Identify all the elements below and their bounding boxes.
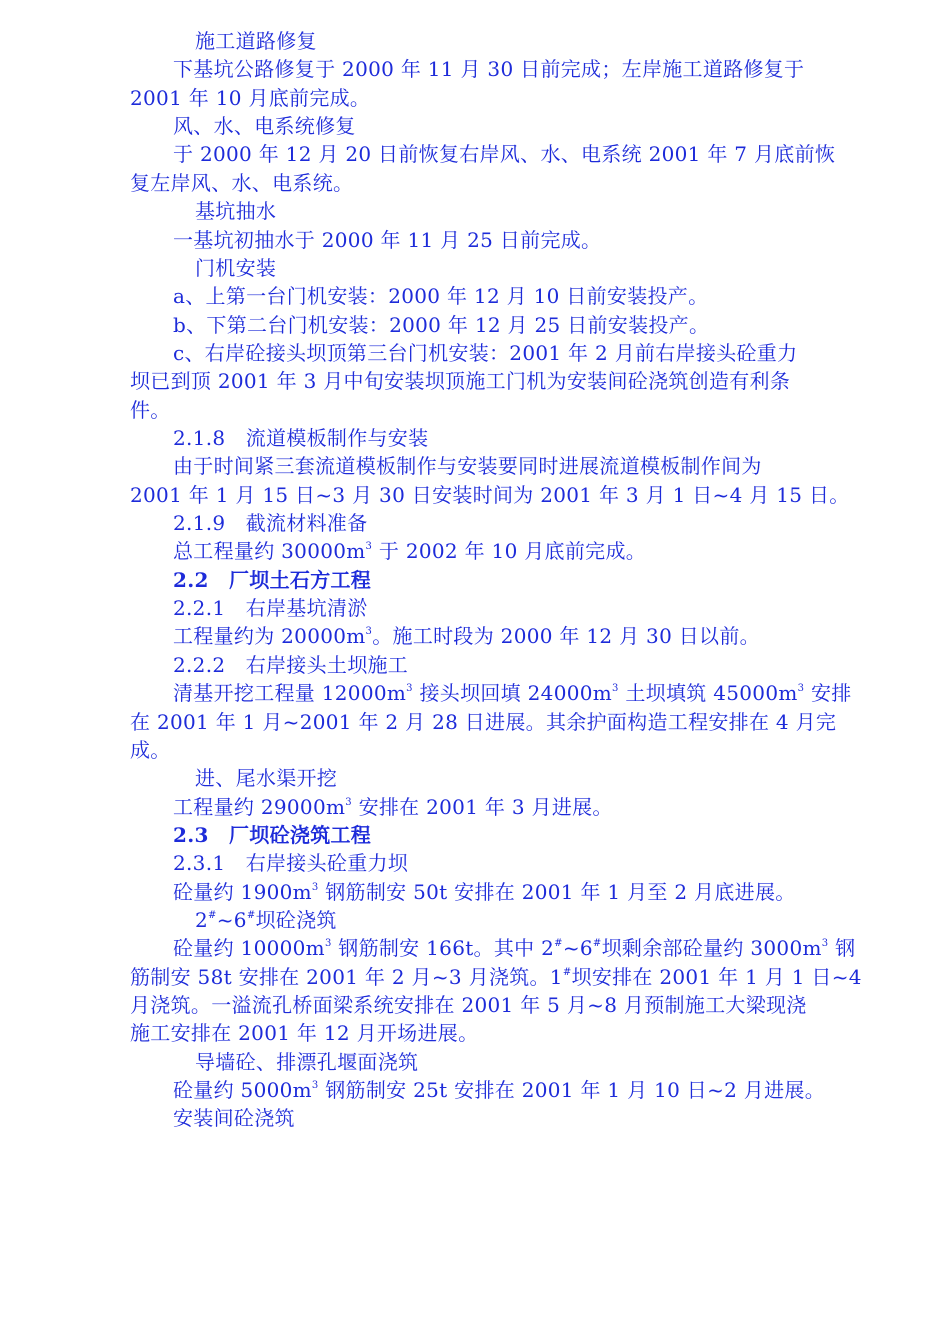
list-item: c、右岸砼接头坝顶第三台门机安装：2001 年 2 月前右岸接头砼重力 xyxy=(173,341,798,365)
paragraph-line: 2001 年 10 月底前完成。 xyxy=(130,86,371,110)
paragraph-line: 施工安排在 2001 年 12 月开场进展。 xyxy=(130,1021,479,1045)
list-item: b、下第二台门机安装：2000 年 12 月 25 日前安装投产。 xyxy=(173,313,710,337)
heading-guide-wall: 导墙砼、排漂孔堰面浇筑 xyxy=(195,1050,419,1074)
paragraph-line: 砼量约 $10000m^3$ 钢筋制安 166t。其中 2#~6#坝剩余部砼量约 $3000m^3$ 钢 xyxy=(173,936,856,960)
paragraph-line: 工程量约为 $20000m^3$。施工时段为 2000 年 12 月 30 日以前。 xyxy=(173,624,760,648)
section-heading-2-2-2: 2.2.2 右岸接头土坝施工 xyxy=(173,653,409,677)
section-heading-2-1-8: 2.1.8 流道模板制作与安装 xyxy=(173,426,429,450)
paragraph-line: 件。 xyxy=(130,398,171,422)
paragraph-line: 由于时间紧三套流道模板制作与安装要同时进展流道模板制作间为 xyxy=(173,454,762,478)
paragraph-line: 于 2000 年 12 月 20 日前恢复右岸风、水、电系统 2001 年 7 月底前恢 xyxy=(173,142,836,166)
section-heading-2-1-9: 2.1.9 截流材料准备 xyxy=(173,511,368,535)
heading-install-bay: 安装间砼浇筑 xyxy=(173,1106,295,1130)
paragraph-line: 成。 xyxy=(130,738,171,762)
section-heading-2-2: 2.2 厂坝土石方工程 xyxy=(173,568,372,592)
heading-utility-repair: 风、水、电系统修复 xyxy=(173,114,356,138)
paragraph-line: 复左岸风、水、电系统。 xyxy=(130,171,354,195)
paragraph-line: 坝已到顶 2001 年 3 月中旬安装坝顶施工门机为安装间砼浇筑创造有利条 xyxy=(130,369,791,393)
paragraph-line: 砼量约 $5000m^3$ 钢筋制安 25t 安排在 2001 年 1 月 10 日~2 月进展。 xyxy=(173,1078,826,1102)
heading-road-repair: 施工道路修复 xyxy=(195,29,317,53)
paragraph-line: 筋制安 58t 安排在 2001 年 2 月~3 月浇筑。1#坝安排在 2001 年 1 月 1 日~4 xyxy=(130,965,862,989)
section-heading-2-3-1: 2.3.1 右岸接头砼重力坝 xyxy=(173,851,409,875)
paragraph-line: 月浇筑。一溢流孔桥面梁系统安排在 2001 年 5 月~8 月预制施工大梁现浇 xyxy=(130,993,807,1017)
heading-channel-excavation: 进、尾水渠开挖 xyxy=(195,766,338,790)
heading-pit-pumping: 基坑抽水 xyxy=(195,199,277,223)
section-heading-2-2-1: 2.2.1 右岸基坑清淤 xyxy=(173,596,368,620)
paragraph-line: 清基开挖工程量 $12000m^3$ 接头坝回填 $24000m^3$ 土坝填筑 $45000m^3$ 安排 xyxy=(173,681,852,705)
heading-dam-concrete: 2#~6#坝砼浇筑 xyxy=(195,908,337,932)
section-heading-2-3: 2.3 厂坝砼浇筑工程 xyxy=(173,823,372,847)
paragraph-line: 下基坑公路修复于 2000 年 11 月 30 日前完成；左岸施工道路修复于 xyxy=(173,57,805,81)
paragraph-line: 砼量约 $1900m^3$ 钢筋制安 50t 安排在 2001 年 1 月至 2 月底进展。 xyxy=(173,880,796,904)
heading-gantry-install: 门机安装 xyxy=(195,256,277,280)
paragraph-line: 一基坑初抽水于 2000 年 11 月 25 日前完成。 xyxy=(173,228,602,252)
paragraph-line: 总工程量约 $30000m^3$ 于 2002 年 10 月底前完成。 xyxy=(173,539,647,563)
paragraph-line: 工程量约 $29000m^3$ 安排在 2001 年 3 月进展。 xyxy=(173,795,613,819)
list-item: a、上第一台门机安装：2000 年 12 月 10 日前安装投产。 xyxy=(173,284,709,308)
paragraph-line: 在 2001 年 1 月~2001 年 2 月 28 日进展。其余护面构造工程安排在 4 月完 xyxy=(130,710,837,734)
paragraph-line: 2001 年 1 月 15 日~3 月 30 日安装时间为 2001 年 3 月 1 日~4 月 15 日。 xyxy=(130,483,850,507)
